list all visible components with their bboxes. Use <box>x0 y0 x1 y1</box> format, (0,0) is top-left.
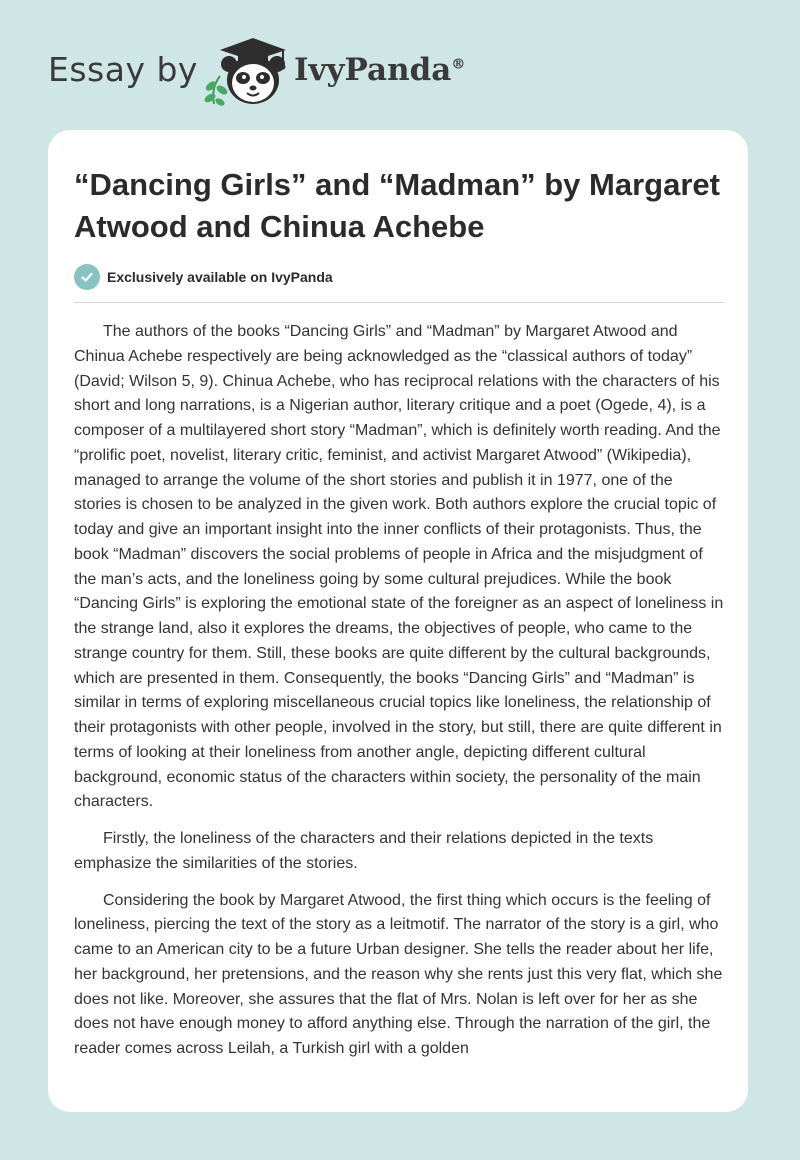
exclusive-badge <box>74 263 333 291</box>
paragraph: The authors of the books “Dancing Girls” and “Madman” by Margaret Atwood and Chinua Achebe respectively are being acknowledged as the “classical authors of today” (David; Wilson 5, 9). Chinua Achebe, who has reciprocal relations with the characters of his short and long narrations, is a Nigerian author, literary critique and a poet (Ogede, 4), is a composer of a multilayered short story “Madman”, which is definitely worth reading. And the “prolific poet, novelist, literary critic, feminist, and activist Margaret Atwood” (Wikipedia), managed to arrange the volume of the short stories and publish it in 1977, one of the stories is chosen to be analyzed in the given work. Both authors explore the crucial topic of today and give an important insight into the inner conflicts of their protagonists. Thus, the book “Madman” discovers the social problems of people in Africa and the misjudgment of the man’s acts, and the loneliness going by some cultural prejudices. While the book “Dancing Girls” is exploring the emotional state of the foreigner as an aspect of loneliness in the strange land, also it explores the dreams, the objectives of people, who came to the strange country for them. Still, these books are quite different by the cultural backgrounds, which are presented in them. Consequently, the books “Dancing Girls” and “Madman” is similar in terms of exploring miscellaneous crucial topics like loneliness, the relationship of their protagonists with other people, involved in the story, but still, there are quite different in terms of looking at their loneliness from another angle, depicting different cultural background, economic status of the characters within society, the personality of the main characters. <box>74 323 724 811</box>
check-icon <box>74 264 100 290</box>
brand-prefix: Essay by <box>48 50 198 89</box>
badge-text: Exclusively available on IvyPanda <box>107 269 333 285</box>
brand-name-text: IvyPanda <box>294 52 452 88</box>
essay-title: “Dancing Girls” and “Madman” by Margaret Atwood and Chinua Achebe <box>74 167 720 244</box>
site-header <box>0 0 800 130</box>
essay-body <box>74 320 724 1074</box>
panda-graduate-icon[interactable] <box>198 34 298 112</box>
essay-card <box>48 130 748 1112</box>
registered-mark: ® <box>451 56 466 73</box>
paragraph: Firstly, the loneliness of the characters and their relations depicted in the texts emphasize the similarities of the stories. <box>74 830 654 872</box>
paragraph: Considering the book by Margaret Atwood, the first thing which occurs is the feeling of loneliness, piercing the text of the story as a leitmotif. The narrator of the story is a girl, who came to an American city to be a future Urban designer. She tells the reader about her life, her background, her pretensions, and the reason why she rents just this very flat, which she does not like. Moreover, she assures that the flat of Mrs. Nolan is left over for her as she does not have enough money to afford anything else. Through the narration of the girl, the reader comes across Leilah, a Turkish girl with a golden <box>74 891 723 1057</box>
divider <box>74 302 724 303</box>
brand-name[interactable] <box>294 52 465 88</box>
